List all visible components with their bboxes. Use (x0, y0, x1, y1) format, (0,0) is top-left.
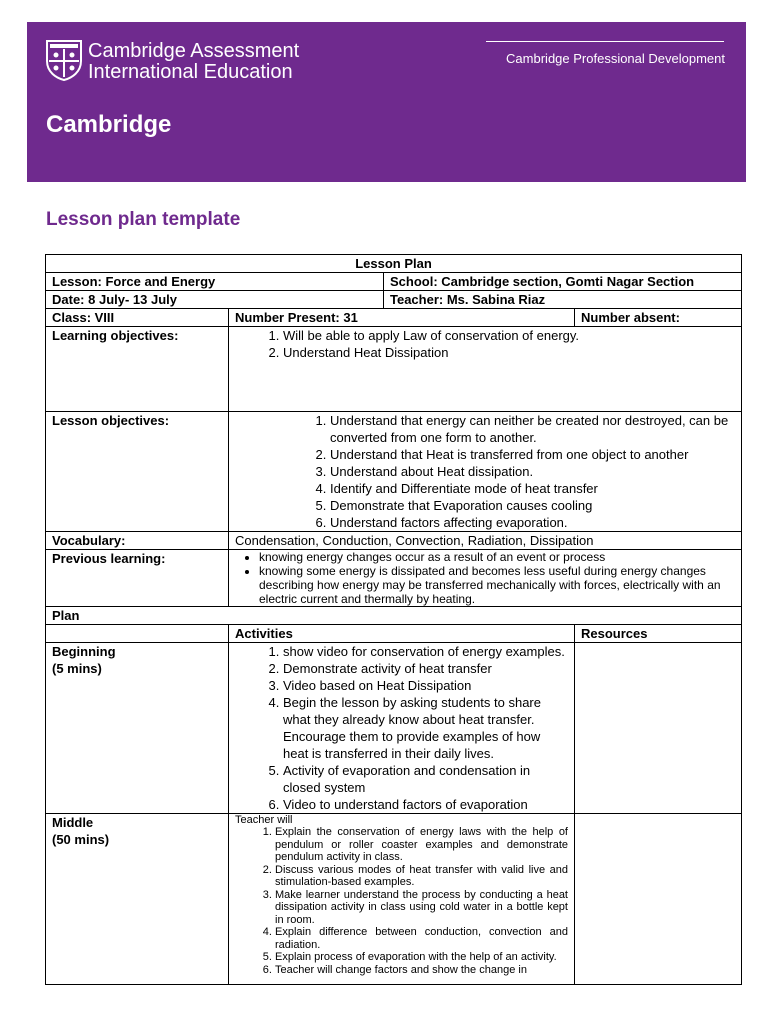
list-item: 1. Understand that energy can neither be created nor destroyed, can be converted from one form to another. (330, 412, 735, 446)
list-item: 6. Understand factors affecting evaporation. (330, 514, 735, 531)
class-cell: Class: VIII (46, 309, 229, 327)
middle-intro: Teacher will (235, 814, 293, 826)
vocabulary-row (46, 532, 742, 550)
middle-activities-list (235, 826, 568, 976)
list-item: 3. Understand about Heat dissipation. (330, 463, 735, 480)
learning-objectives-label: Learning objectives: (46, 327, 229, 412)
beginning-activities-list (235, 643, 568, 813)
number-absent-cell: Number absent: (575, 309, 742, 327)
beginning-row (46, 643, 742, 814)
document-title: Lesson plan template (46, 209, 241, 230)
list-item: • knowing energy changes occur as a result of an event or process (259, 550, 735, 564)
teacher-cell: Teacher: Ms. Sabina Riaz (384, 291, 742, 309)
middle-label-cell (46, 814, 229, 985)
beginning-activities-cell (229, 643, 575, 814)
date-row (46, 291, 742, 309)
header-banner (27, 22, 746, 182)
lesson-objectives-row (46, 412, 742, 532)
lesson-objectives-list (235, 412, 735, 531)
lesson-plan-table (45, 254, 742, 985)
middle-time: (50 mins) (52, 832, 110, 847)
org-name-line1: Cambridge Assessment (88, 40, 300, 62)
list-item: 2. Demonstrate activity of heat transfer (283, 660, 568, 677)
list-item: 6. Teacher will change factors and show the change in (275, 964, 568, 977)
plan-header-row (46, 625, 742, 643)
resources-header: Resources (575, 625, 742, 643)
list-item: 1. Explain the conservation of energy laws with the help of pendulum or roller coaster examples and demonstrate pendulum activity in class. (275, 826, 568, 864)
plan-row (46, 607, 742, 625)
lesson-objectives-label: Lesson objectives: (46, 412, 229, 532)
vocabulary-cell: Condensation, Conduction, Convection, Radiation, Dissipation (229, 532, 742, 550)
learning-objectives-cell (229, 327, 742, 412)
table-title-row (46, 255, 742, 273)
middle-resources-cell (575, 814, 742, 985)
header-tagline: Cambridge Professional Development (506, 51, 725, 66)
previous-learning-list (235, 550, 735, 578)
plan-label: Plan (46, 607, 742, 625)
beginning-resources-cell (575, 643, 742, 814)
date-cell: Date: 8 July- 13 July (46, 291, 384, 309)
middle-row (46, 814, 742, 985)
org-name-line2: International Education (88, 61, 293, 83)
list-item: 3. Make learner understand the process by conducting a heat dissipation activity in class using cold water in a bottle kept in room. (275, 889, 568, 927)
lesson-cell: Lesson: Force and Energy (46, 273, 384, 291)
lesson-row (46, 273, 742, 291)
beginning-time: (5 mins) (52, 661, 102, 676)
list-item: 5. Demonstrate that Evaporation causes cooling (330, 497, 735, 514)
list-item: 4. Explain difference between conduction, convection and radiation. (275, 926, 568, 951)
middle-activities-clip (235, 814, 568, 984)
list-item: 2. Understand Heat Dissipation (283, 344, 735, 361)
brand-title: Cambridge (46, 111, 172, 138)
middle-label: Middle (52, 815, 94, 830)
list-item: 3. Video based on Heat Dissipation (283, 677, 568, 694)
school-cell: School: Cambridge section, Gomti Nagar Section (384, 273, 742, 291)
middle-activities-cell (229, 814, 575, 985)
class-row (46, 309, 742, 327)
list-item: 6. Video to understand factors of evaporation (283, 796, 568, 813)
beginning-label: Beginning (52, 644, 116, 659)
list-item: 1. show video for conservation of energy examples. (283, 643, 568, 660)
vocabulary-label: Vocabulary: (46, 532, 229, 550)
beginning-label-cell (46, 643, 229, 814)
list-item: 2. Understand that Heat is transferred from one object to another (330, 446, 735, 463)
cambridge-shield-icon (45, 39, 83, 81)
list-item: 4. Identify and Differentiate mode of heat transfer (330, 480, 735, 497)
learning-objectives-row (46, 327, 742, 412)
list-item: 1. Will be able to apply Law of conservation of energy. (283, 327, 735, 344)
list-item: 2. Discuss various modes of heat transfer with valid live and stimulation-based examples. (275, 864, 568, 889)
previous-learning-label: Previous learning: (46, 550, 229, 607)
list-item: 5. Explain process of evaporation with the help of an activity. (275, 951, 568, 964)
header-divider (486, 41, 724, 42)
previous-learning-extra: describing how energy may be transferred mechanically with forces, electrically with an electric current and thermally by heating. (259, 578, 721, 606)
learning-objectives-list (235, 327, 735, 361)
list-item: • knowing some energy is dissipated and becomes less useful during energy changes (259, 564, 735, 578)
previous-learning-row (46, 550, 742, 607)
list-item: 5. Activity of evaporation and condensation in closed system (283, 762, 568, 796)
table-title: Lesson Plan (46, 255, 742, 273)
activities-header: Activities (229, 625, 575, 643)
lesson-objectives-cell (229, 412, 742, 532)
previous-learning-cell (229, 550, 742, 607)
number-present-cell: Number Present: 31 (229, 309, 575, 327)
plan-header-blank (46, 625, 229, 643)
list-item: 4. Begin the lesson by asking students to share what they already know about heat transfer. Encourage them to provide examples of how heat is transferred in their daily lives. (283, 694, 568, 762)
